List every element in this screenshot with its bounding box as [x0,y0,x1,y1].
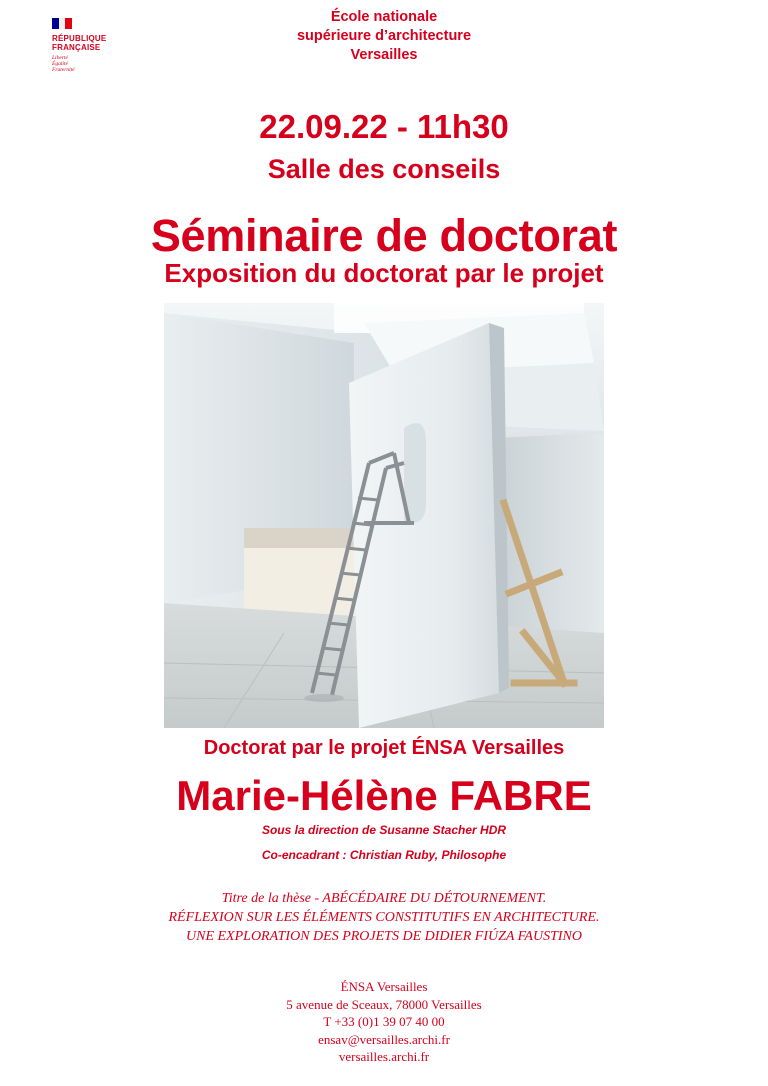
address-street: 5 avenue de Sceaux, 78000 Versailles [286,996,482,1012]
co-supervisor: Co-encadrant : Christian Ruby, Philosophe [261,848,507,862]
event-subtitle: Exposition du doctorat par le projet [164,258,604,288]
logo-line-2: FRANÇAISE [52,43,101,52]
address-name: ÉNSA Versailles [340,979,428,994]
thesis-line-3: UNE EXPLORATION DES PROJETS DE DIDIER FIÚZA FAUSTINO [186,929,582,944]
thesis-line-2: RÉFLEXION SUR LES ÉLÉMENTS CONSTITUTIFS EN ARCHITECTURE. [168,910,600,925]
school-line-1: École nationale [330,9,438,25]
thesis-director: Sous la direction de Susanne Stacher HDR [261,823,507,837]
address-email[interactable]: ensav@versailles.archi.fr [318,1031,450,1047]
address-phone: T +33 (0)1 39 07 40 00 [323,1014,445,1029]
exhibition-photo [164,303,604,728]
motto-liberte: Liberté [52,55,68,61]
event-date-time: 22.09.22 - 11h30 [259,108,509,145]
contact-address [0,978,768,1066]
school-line-2: supérieure d’architecture [296,28,472,44]
doctorate-program: Doctorat par le projet ÉNSA Versailles [203,737,565,759]
thesis-line-1: Titre de la thèse - ABÉCÉDAIRE DU DÉTOURNEMENT. [221,891,547,906]
school-line-3: Versailles [350,47,418,63]
event-room: Salle des conseils [267,154,501,184]
motto-fraternite: Fraternité [52,67,75,73]
school-name [0,8,768,65]
candidate-name: Marie-Hélène FABRE [176,772,592,819]
event-title: Séminaire de doctorat [150,210,618,261]
motto-egalite: Égalité [52,61,68,67]
thesis-title [0,889,768,946]
address-website[interactable]: versailles.archi.fr [338,1049,430,1064]
logo-line-1: RÉPUBLIQUE [52,34,107,43]
